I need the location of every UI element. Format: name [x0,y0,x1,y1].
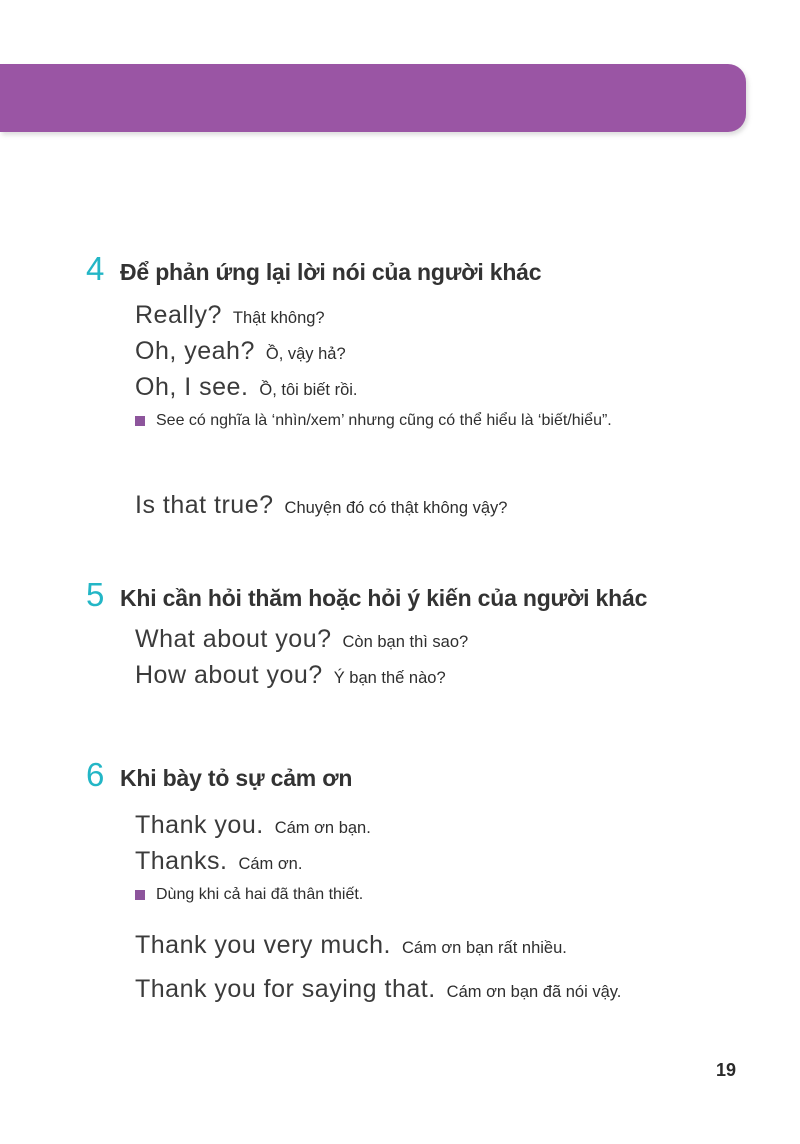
phrase-english: Thank you for saying that. [135,975,436,1003]
phrase-english: What about you? [135,625,332,653]
phrase-english: Oh, I see. [135,373,249,401]
phrase-vietnamese: Cám ơn bạn rất nhiều. [401,939,567,957]
section-title: Khi cần hỏi thăm hoặc hỏi ý kiến của người khác [120,585,648,611]
phrase-vietnamese: Cám ơn bạn. [274,819,371,837]
phrase-vietnamese: Ồ, vậy hả? [265,345,346,363]
section-5-header [0,576,800,617]
page-number: 19 [715,1060,736,1080]
phrase-english: How about you? [135,661,323,689]
phrase-row [135,625,800,661]
section-4-header [0,250,800,291]
square-bullet-icon [135,890,145,900]
phrase-row [135,301,800,337]
phrase-english: Thank you. [135,811,264,839]
section-number: 4 [86,250,105,287]
section-title: Để phản ứng lại lời nói của người khác [120,259,542,285]
chapter-header-band [0,64,746,132]
section-6 [0,756,800,1011]
phrase-row [135,661,800,697]
phrase-vietnamese: Ồ, tôi biết rồi. [259,381,358,399]
phrase-vietnamese: Còn bạn thì sao? [342,633,469,651]
section-title: Khi bày tỏ sự cảm ơn [120,765,353,791]
section-6-entries [135,811,800,1011]
section-4-entries [135,301,800,527]
section-4 [0,250,800,527]
section-5-entries [135,625,800,697]
phrase-vietnamese: Cám ơn. [238,855,303,873]
phrase-english: Oh, yeah? [135,337,255,365]
section-5 [0,576,800,697]
phrase-row [135,811,800,847]
phrase-english: Thank you very much. [135,931,391,959]
phrase-english: Is that true? [135,491,274,519]
phrase-row [135,931,800,967]
phrase-english: Thanks. [135,847,228,875]
phrase-row [135,847,800,883]
section-6-header [0,756,800,797]
note-text: See có nghĩa là ‘nhìn/xem’ nhưng cũng có thể hiểu là ‘biết/hiểu”. [156,412,612,429]
phrase-row [135,373,800,409]
phrase-english: Really? [135,301,222,329]
usage-note [135,409,800,433]
phrase-vietnamese: Thật không? [232,309,325,327]
phrase-row [135,491,800,527]
note-text: Dùng khi cả hai đã thân thiết. [156,886,364,903]
section-number: 6 [86,756,105,793]
section-number: 5 [86,576,105,613]
square-bullet-icon [135,416,145,426]
phrase-row [135,337,800,373]
phrase-vietnamese: Chuyện đó có thật không vậy? [284,499,508,517]
phrase-row [135,975,800,1011]
usage-note [135,883,800,907]
phrase-vietnamese: Ý bạn thế nào? [333,669,446,687]
phrase-vietnamese: Cám ơn bạn đã nói vậy. [446,983,622,1001]
